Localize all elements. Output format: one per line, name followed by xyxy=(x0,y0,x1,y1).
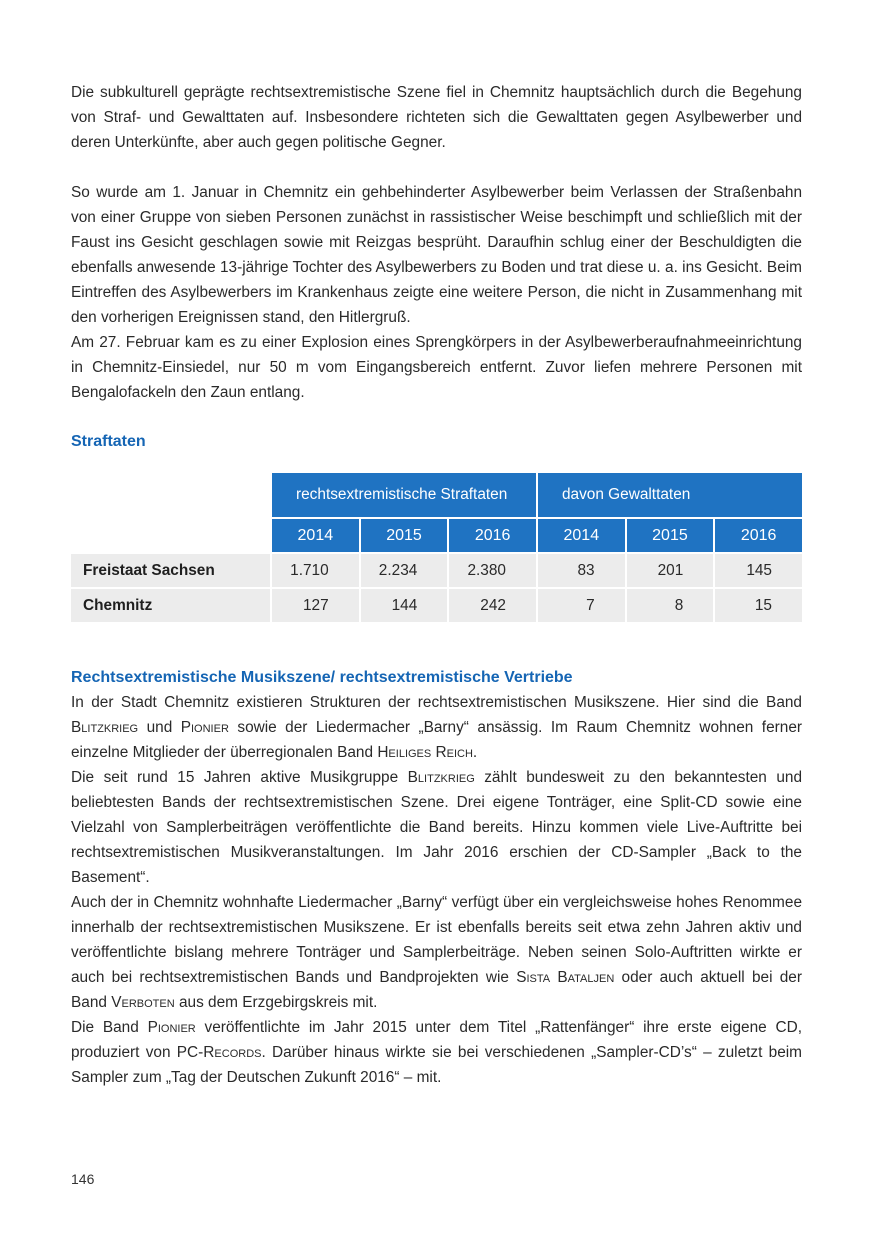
table-cell: 7 xyxy=(538,589,625,622)
table-row-label: Freistaat Sachsen xyxy=(71,554,270,587)
table-year-header: 2016 xyxy=(449,519,536,552)
table-header-gewalttaten: davon Gewalttaten xyxy=(538,473,802,517)
band-name: Pionier xyxy=(147,1019,196,1036)
page-number: 146 xyxy=(71,1171,95,1187)
band-name: Pionier xyxy=(180,719,229,736)
table-row xyxy=(71,554,802,587)
section-heading-straftaten: Straftaten xyxy=(71,433,146,450)
table-cell: 15 xyxy=(715,589,802,622)
band-name: Verboten xyxy=(111,994,175,1011)
band-name: Sista Bataljen xyxy=(516,969,615,986)
table-year-header: 2016 xyxy=(715,519,802,552)
table-cell: 144 xyxy=(361,589,448,622)
table-year-header: 2015 xyxy=(361,519,448,552)
paragraph-intro: Die subkulturell geprägte rechtsextremistische Szene fiel in Chemnitz hauptsächlich durch die Begehung von Straf- und Gewalttaten auf. Insbesondere richteten sich die Gewalttaten gegen Asylbewerber und deren Unterkünfte, aber auch gegen politische Gegner. xyxy=(71,84,802,151)
table-cell: 8 xyxy=(627,589,714,622)
table-header-straftaten: rechtsextremistische Straftaten xyxy=(272,473,536,517)
band-name: Blitzkrieg xyxy=(407,769,475,786)
table-cell: 1.710 xyxy=(272,554,359,587)
band-name: Blitzkrieg xyxy=(71,719,139,736)
table-year-header: 2014 xyxy=(272,519,359,552)
table-corner xyxy=(71,473,270,552)
table-cell: 201 xyxy=(627,554,714,587)
paragraph-february-explosion: Am 27. Februar kam es zu einer Explosion eines Sprengkörpers in der Asylbewerberaufnahmeeinrichtung in Chemnitz-Einsiedel, nur 50 m vom Eingangsbereich entfernt. Zuvor liefen mehrere Personen mit Bengalofackeln den Zaun entlang. xyxy=(71,334,802,401)
table-cell: 242 xyxy=(449,589,536,622)
paragraph-january-attack: So wurde am 1. Januar in Chemnitz ein gehbehinderter Asylbewerber beim Verlassen der Straßenbahn von einer Gruppe von sieben Personen zunächst in rassistischer Weise beschimpft und schließlich mit der Faust ins Gesicht geschlagen sowie mit Reizgas besprüht. Daraufhin schlug einer der Beschuldigten die ebenfalls anwesende 13-jährige Tochter des Asylbewerbers zu Boden und trat diese u. a. ins Gesicht. Beim Eintreffen des Asylbewerbers im Krankenhaus zeigte eine weitere Person, die nicht in Zusammenhang mit den vorherigen Ereignissen stand, den Hitlergruß. xyxy=(71,184,802,326)
table-cell: 145 xyxy=(715,554,802,587)
table-year-header: 2015 xyxy=(627,519,714,552)
table-row-label: Chemnitz xyxy=(71,589,270,622)
paragraph-pionier: Die Band Pionier veröffentlichte im Jahr 2015 unter dem Titel „Rattenfänger“ ihre erste eigene CD, produziert von PC-Records. Darüber hinaus wirkte sie bei verschiedenen „Sampler-CD’s“ – zuletzt beim Sampler zum „Tag der Deutschen Zukunft 2016“ – mit. xyxy=(71,1019,803,1086)
table-cell: 2.380 xyxy=(449,554,536,587)
paragraph-barny: Auch der in Chemnitz wohnhafte Liedermacher „Barny“ verfügt über ein vergleichsweise hohes Renommee innerhalb der rechtsextremistischen Musikszene. Er ist ebenfalls bereits seit etwa zehn Jahren aktiv und veröffentlichte bislang mehrere Tonträger und Samplerbeiträge. Neben seinen Solo-Auftritten wirkte er auch bei rechtsextremistischen Bands und Bandprojekten wie Sista Bataljen oder auch aktuell bei der Band Verboten aus dem Erzgebirgskreis mit. xyxy=(71,894,802,1011)
label-name: Records xyxy=(203,1044,262,1061)
section-heading-musikszene: Rechtsextremistische Musikszene/ rechtsextremistische Vertriebe xyxy=(71,669,573,686)
table-row xyxy=(71,589,802,622)
band-name: Heiliges Reich xyxy=(377,744,473,761)
straftaten-table xyxy=(69,471,804,624)
table-cell: 127 xyxy=(272,589,359,622)
table-cell: 2.234 xyxy=(361,554,448,587)
paragraph-musikszene-intro: In der Stadt Chemnitz existieren Strukturen der rechtsextremistischen Musikszene. Hier sind die Band Blitzkrieg und Pionier sowie der Liedermacher „Barny“ ansässig. Im Raum Chemnitz wohnen ferner einzelne Mitglieder der überregionalen Band Heiliges Reich. xyxy=(71,694,803,761)
paragraph-blitzkrieg: Die seit rund 15 Jahren aktive Musikgruppe Blitzkrieg zählt bundesweit zu den bekanntesten und beliebtesten Bands der rechtsextremistischen Szene. Drei eigene Tonträger, eine Split-CD sowie eine Vielzahl von Samplerbeiträgen veröffentlichte die Band bereits. Hinzu kommen viele Live-Auftritte bei rechtsextremistischen Musikveranstaltungen. Im Jahr 2016 erschien der CD-Sampler „Back to the Basement“. xyxy=(71,769,803,886)
document-page xyxy=(71,80,802,1090)
table-year-header: 2014 xyxy=(538,519,625,552)
table-cell: 83 xyxy=(538,554,625,587)
